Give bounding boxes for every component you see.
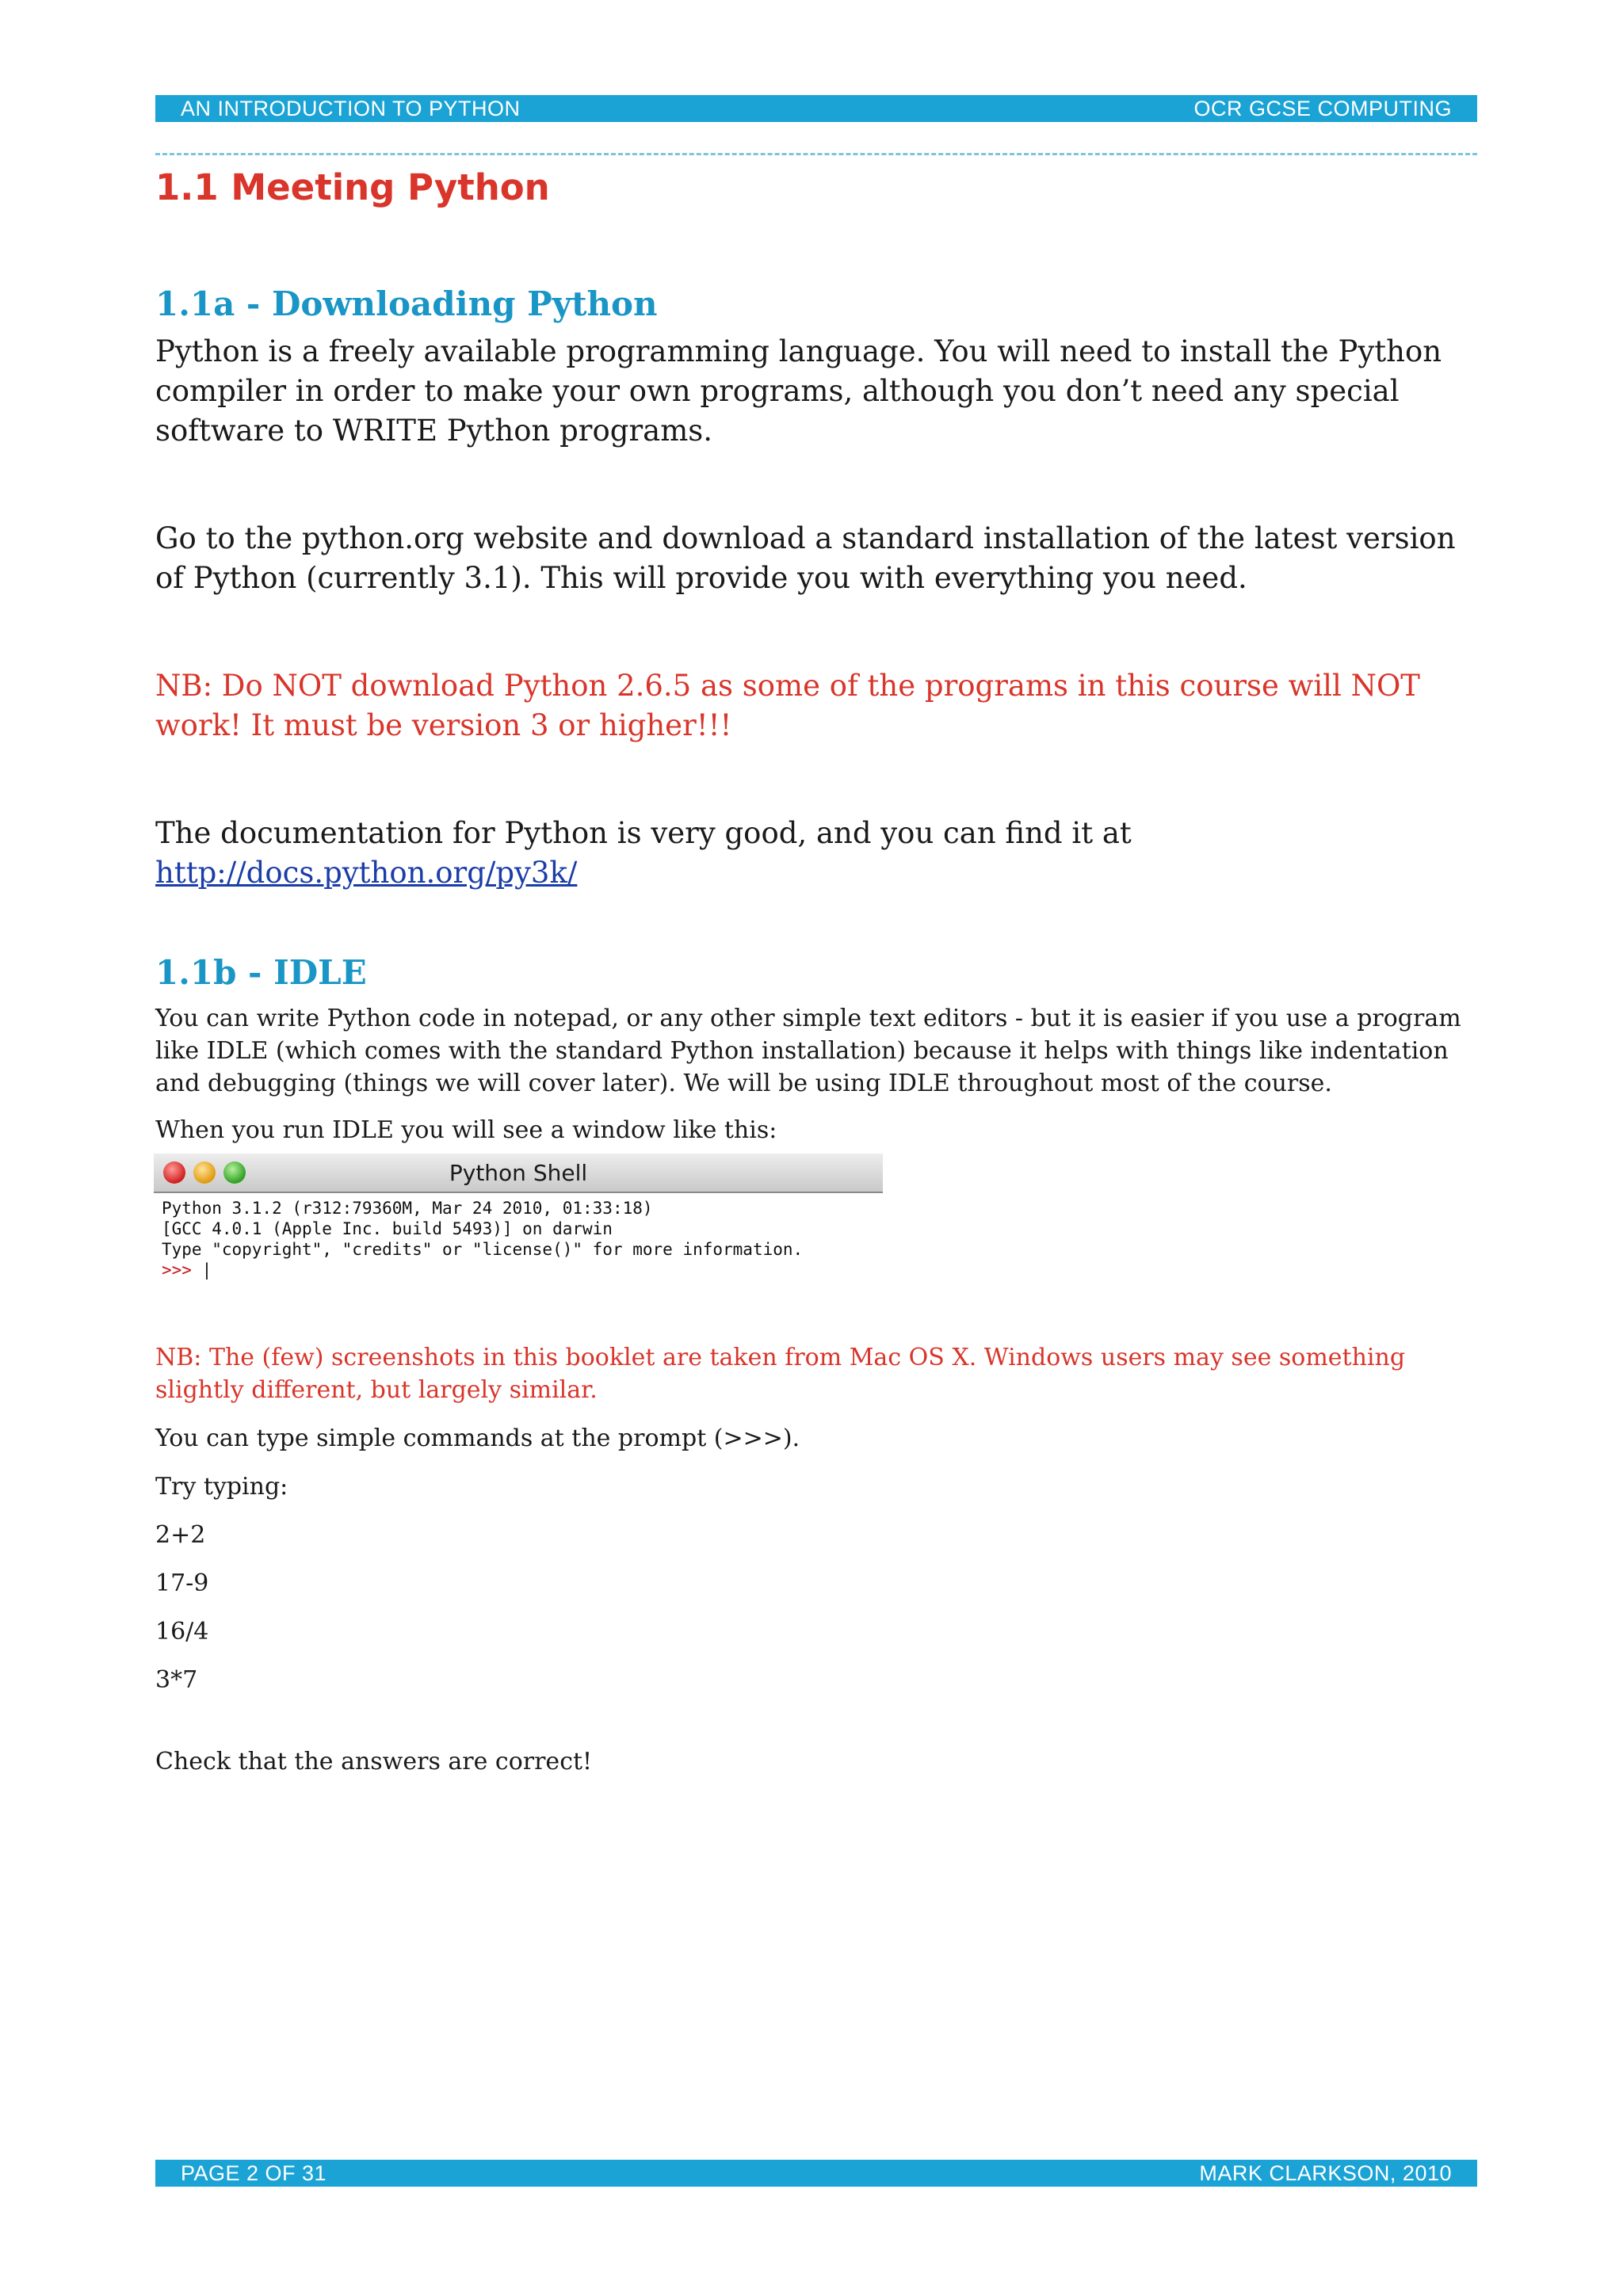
header-right: OCR GCSE COMPUTING <box>1193 96 1452 120</box>
documentation-link[interactable]: http://docs.python.org/py3k/ <box>155 856 578 890</box>
documentation-text: The documentation for Python is very good, and you can find it at <box>155 816 1132 850</box>
footer-right: MARK CLARKSON, 2010 <box>1199 2161 1452 2185</box>
window-controls <box>163 1161 246 1184</box>
subsection-title-1-1a: 1.1a - Downloading Python <box>155 284 658 323</box>
footer-left: PAGE 2 OF 31 <box>181 2161 327 2185</box>
minimize-button-icon <box>193 1161 216 1184</box>
subsection-title-1-1b: 1.1b - IDLE <box>155 953 367 992</box>
page-content-lower <box>155 1341 1487 1778</box>
shell-output <box>154 1193 883 1285</box>
paragraph-download: Go to the python.org website and download a standard installation of the latest version of Python (currently 3.1). This will provide you with everything you need. <box>155 521 1456 595</box>
paragraph-documentation <box>155 814 1487 893</box>
page-footer <box>155 2160 1477 2187</box>
page-header <box>155 95 1477 122</box>
paragraph-intro: Python is a freely available programming language. You will need to install the Python compiler in order to make your own programs, although you don’t need any special software to WRITE Python programs. <box>155 334 1442 448</box>
shell-prompt-line <box>162 1260 875 1280</box>
close-button-icon <box>163 1161 185 1184</box>
shell-line-version: Python 3.1.2 (r312:79360M, Mar 24 2010, 01:33:18) <box>162 1199 653 1218</box>
paragraph-prompt: You can type simple commands at the prompt (>>>). <box>155 1425 800 1452</box>
python-shell-screenshot <box>154 1154 883 1285</box>
example-2: 17-9 <box>155 1569 209 1597</box>
shell-title-bar <box>154 1154 883 1193</box>
nb-version-warning: NB: Do NOT download Python 2.6.5 as some of the programs in this course will NOT work! It must be version 3 or higher!!! <box>155 669 1420 742</box>
example-3: 16/4 <box>155 1618 209 1646</box>
shell-line-compiler: [GCC 4.0.1 (Apple Inc. build 5493)] on darwin <box>162 1219 613 1238</box>
dashed-divider <box>155 153 1477 155</box>
header-left: AN INTRODUCTION TO PYTHON <box>181 96 521 120</box>
paragraph-try-typing: Try typing: <box>155 1473 288 1501</box>
paragraph-idle: You can write Python code in notepad, or any other simple text editors - but it is easier if you use a program like IDLE (which comes with the standard Python installation) because it helps with things like indentation and debugging (things we will cover later). We will be using IDLE throughout most of the course. <box>155 1005 1461 1097</box>
zoom-button-icon <box>223 1161 246 1184</box>
shell-line-info: Type "copyright", "credits" or "license()" for more information. <box>162 1240 804 1259</box>
example-1: 2+2 <box>155 1521 206 1549</box>
example-4: 3*7 <box>155 1666 198 1694</box>
page-content <box>155 162 1487 1146</box>
paragraph-check: Check that the answers are correct! <box>155 1748 593 1775</box>
shell-title: Python Shell <box>449 1159 588 1186</box>
nb-screenshots-note: NB: The (few) screenshots in this booklet are taken from Mac OS X. Windows users may see something slightly different, but largely similar. <box>155 1344 1406 1404</box>
shell-cursor: | <box>201 1261 212 1280</box>
paragraph-window-intro: When you run IDLE you will see a window like this: <box>155 1116 777 1144</box>
section-title: 1.1 Meeting Python <box>155 166 550 208</box>
shell-prompt: >>> <box>162 1261 202 1280</box>
